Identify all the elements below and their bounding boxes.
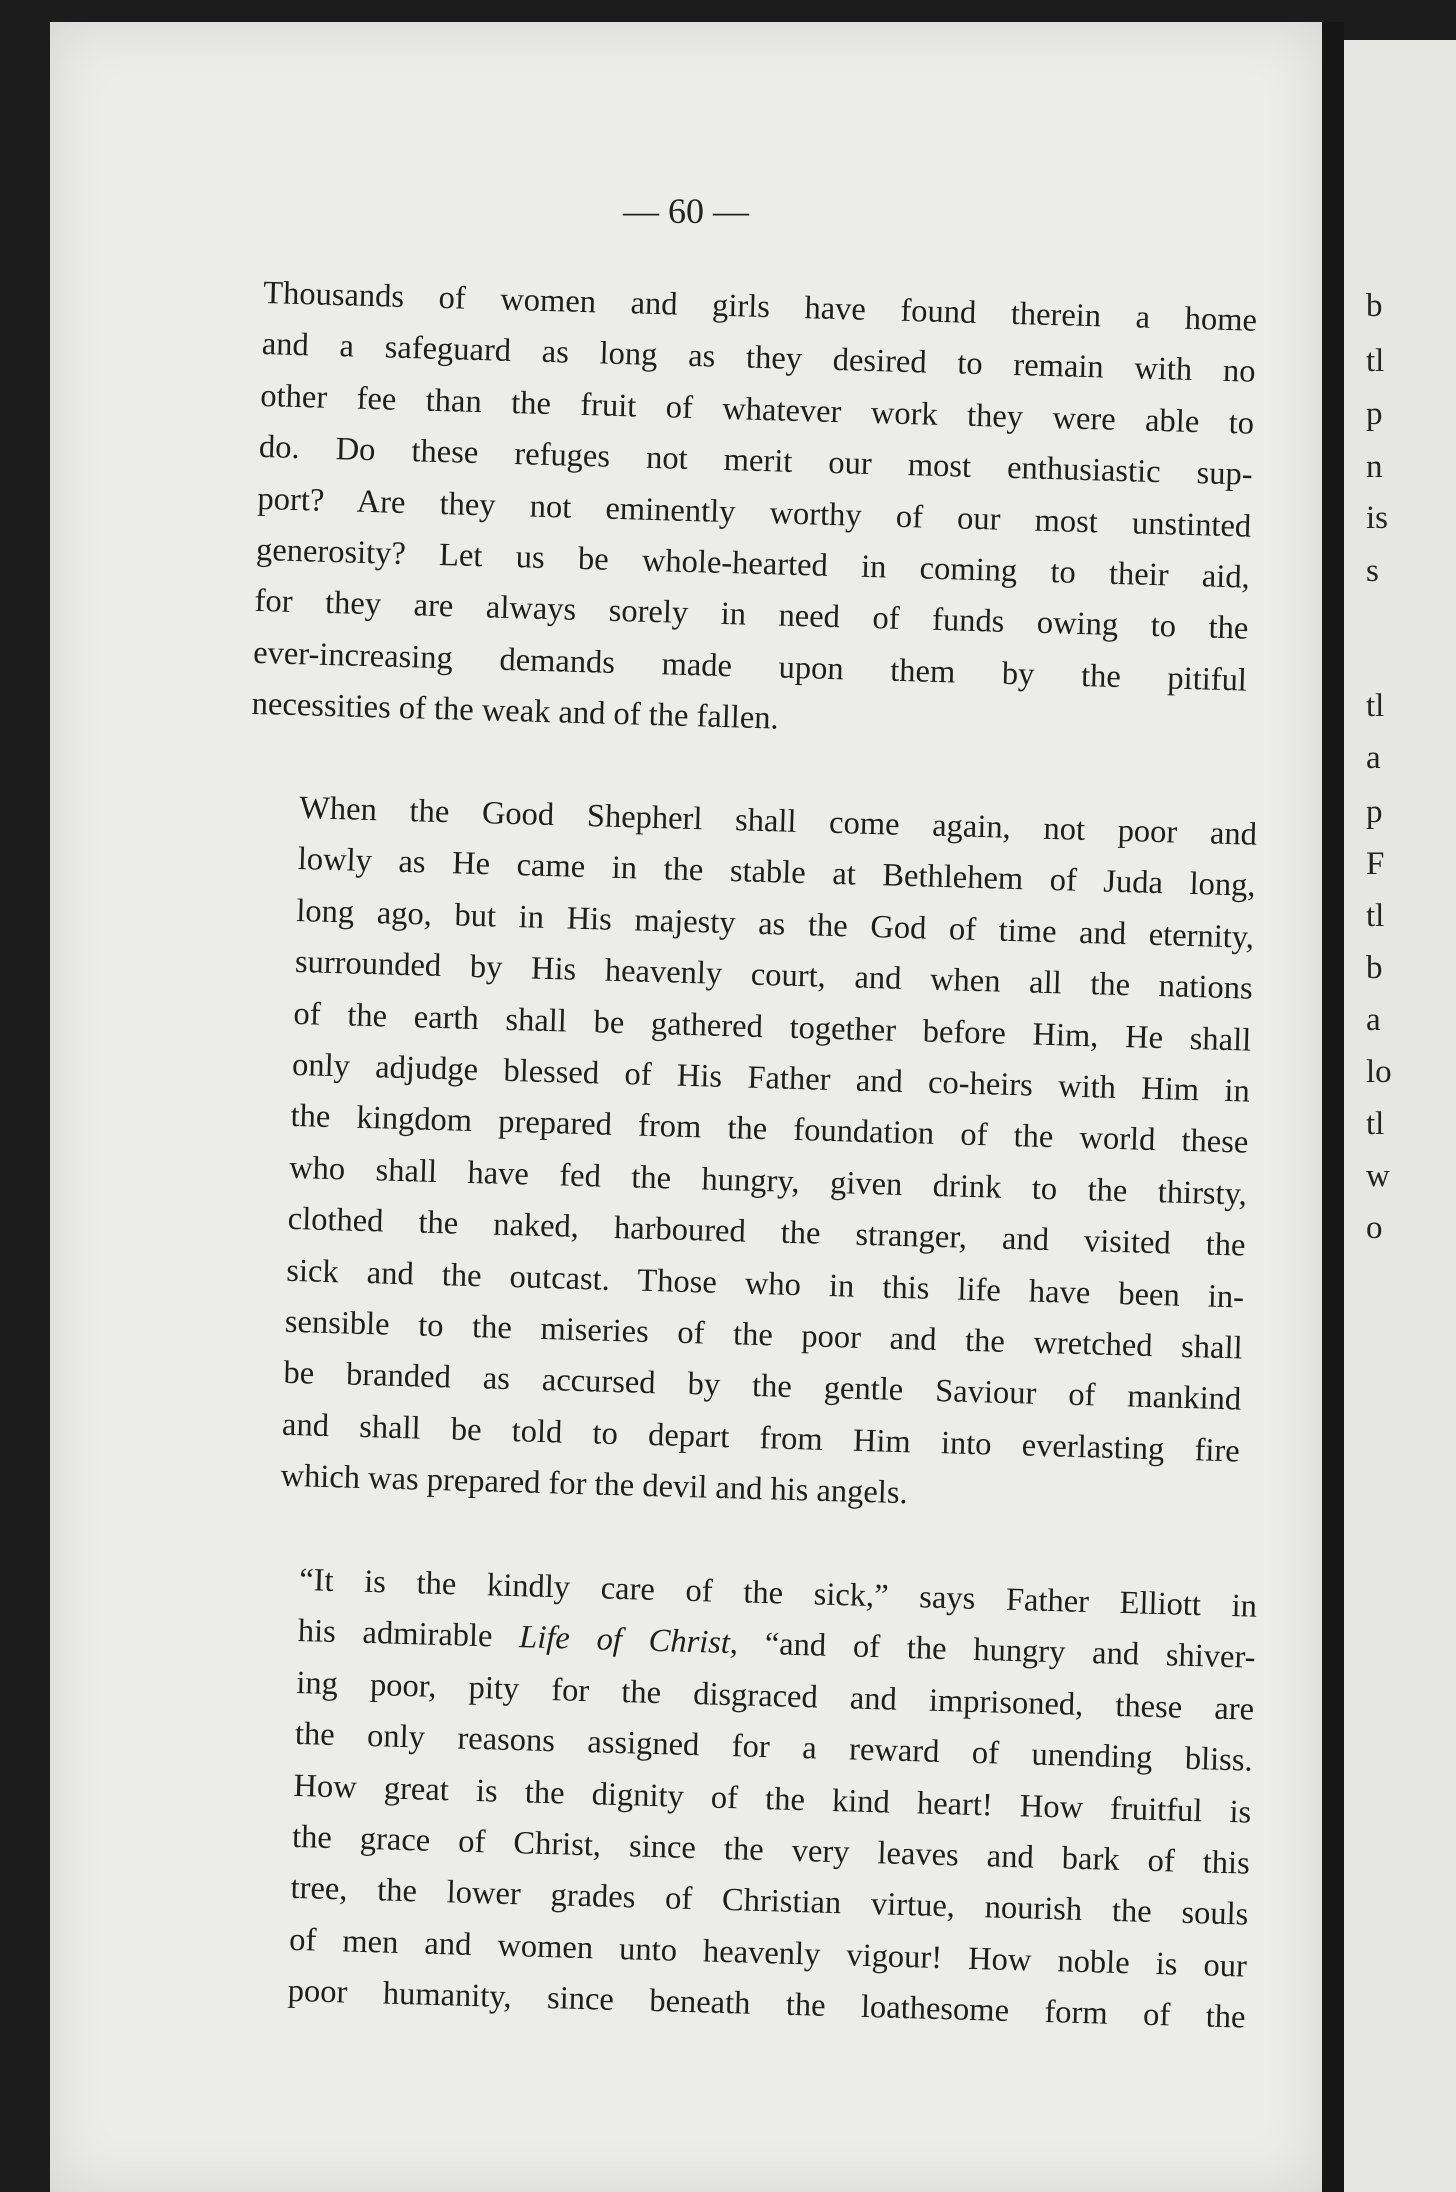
text-line: Thousands of women and girls have found therein a home [262,274,1258,339]
text-segment: his admirable [297,1613,520,1656]
text-line: who shall have fed the hungry, given drink to the thirsty, [288,1149,1248,1213]
fragment-text: p [1366,396,1383,432]
paragraph-2 [244,782,1258,1529]
text-line: and a safeguard as long as they desired to remain with no [261,326,1256,391]
text-line: port? Are they not eminently worthy of our most unstinted [257,480,1252,545]
paragraph-3 [251,1554,1258,2044]
text-segment: , “and of the hungry and shiver- [729,1625,1256,1677]
fragment-text: o [1366,1210,1383,1246]
text-line: which was prepared for the devil and his angels. [280,1458,909,1512]
text-line: surrounded by His heavenly court, and when all the nations [294,944,1254,1007]
text-line: ever-increasing demands made upon them by the pitiful [252,634,1248,699]
book-gutter [1322,22,1344,2192]
fragment-text: tl [1366,343,1385,379]
book-title: Life of Christ [518,1619,731,1662]
page-number: — 60 — [623,191,749,231]
text-line: of the earth shall be gathered together before Him, He shall [293,995,1252,1059]
text-line: the only reasons assigned for a reward of unending bliss. [294,1716,1254,1779]
fragment-text: lo [1366,1054,1392,1090]
text-line: “It is the kindly care of the sick,” says Father Elliott in [298,1562,1258,1625]
paragraph-1 [251,268,1258,758]
book-page [50,22,1322,2192]
text-line: only adjudge blessed of His Father and co-heirs with Him in [291,1046,1251,1110]
text-line: When the Good Shepherl shall come again, not poor and [298,790,1258,853]
fragment-text: b [1366,950,1383,986]
fragment-text: tl [1366,898,1385,934]
text-line: other fee than the fruit of whatever work they were able to [259,377,1255,442]
text-line: generosity? Let us be whole-hearted in coming to their aid, [255,531,1251,596]
text-line: poor humanity, since beneath the loathesome form of the [287,1973,1246,2036]
text-line: and shall be told to depart from Him into everlasting fire [281,1406,1241,1470]
text-line: do. Do these refuges not merit our most enthusiastic sup- [258,429,1254,493]
text-line: sensible to the miseries of the poor and the wretched shall [284,1303,1244,1367]
text-line: long ago, but in His majesty as the God of time and eternity, [295,892,1255,956]
fragment-text: tl [1366,1106,1385,1142]
fragment-text: w [1366,1158,1390,1194]
text-line: for they are always sorely in need of funds owing to the [254,583,1249,648]
text-line: necessities of the weak and of the fallen. [251,686,780,737]
adjacent-page-edge [1344,40,1456,2192]
fragment-text: a [1366,1002,1381,1038]
text-line: clothed the naked, harboured the stranger, and visited the [287,1201,1246,1264]
fragment-text: F [1366,846,1385,882]
text-line: ing poor, pity for the disgraced and imprisoned, these are [295,1664,1255,1728]
fragment-text: n [1366,449,1383,485]
text-line: lowly as He came in the stable at Bethlehem of Juda long, [297,841,1256,905]
text-line: sick and the outcast. Those who in this life have been in- [285,1252,1245,1316]
text-line: be branded as accursed by the gentle Saviour of mankind [282,1355,1242,1418]
text-line: the grace of Christ, since the very leaves and bark of this [291,1818,1251,1882]
text-line: of men and women unto heavenly vigour! How noble is our [288,1921,1248,1985]
text-line: How great is the dignity of the kind heart! How fruitful is [293,1767,1252,1831]
text-line: the kingdom prepared from the foundation of the world these [290,1098,1249,1162]
fragment-text: s [1366,553,1379,589]
fragment-text: p [1366,794,1383,830]
fragment-text: a [1366,740,1381,776]
fragment-text: b [1366,288,1383,324]
fragment-text: tl [1366,688,1385,724]
text-line: tree, the lower grades of Christian virtue, nourish the souls [290,1870,1249,1934]
fragment-text: is [1366,500,1389,536]
